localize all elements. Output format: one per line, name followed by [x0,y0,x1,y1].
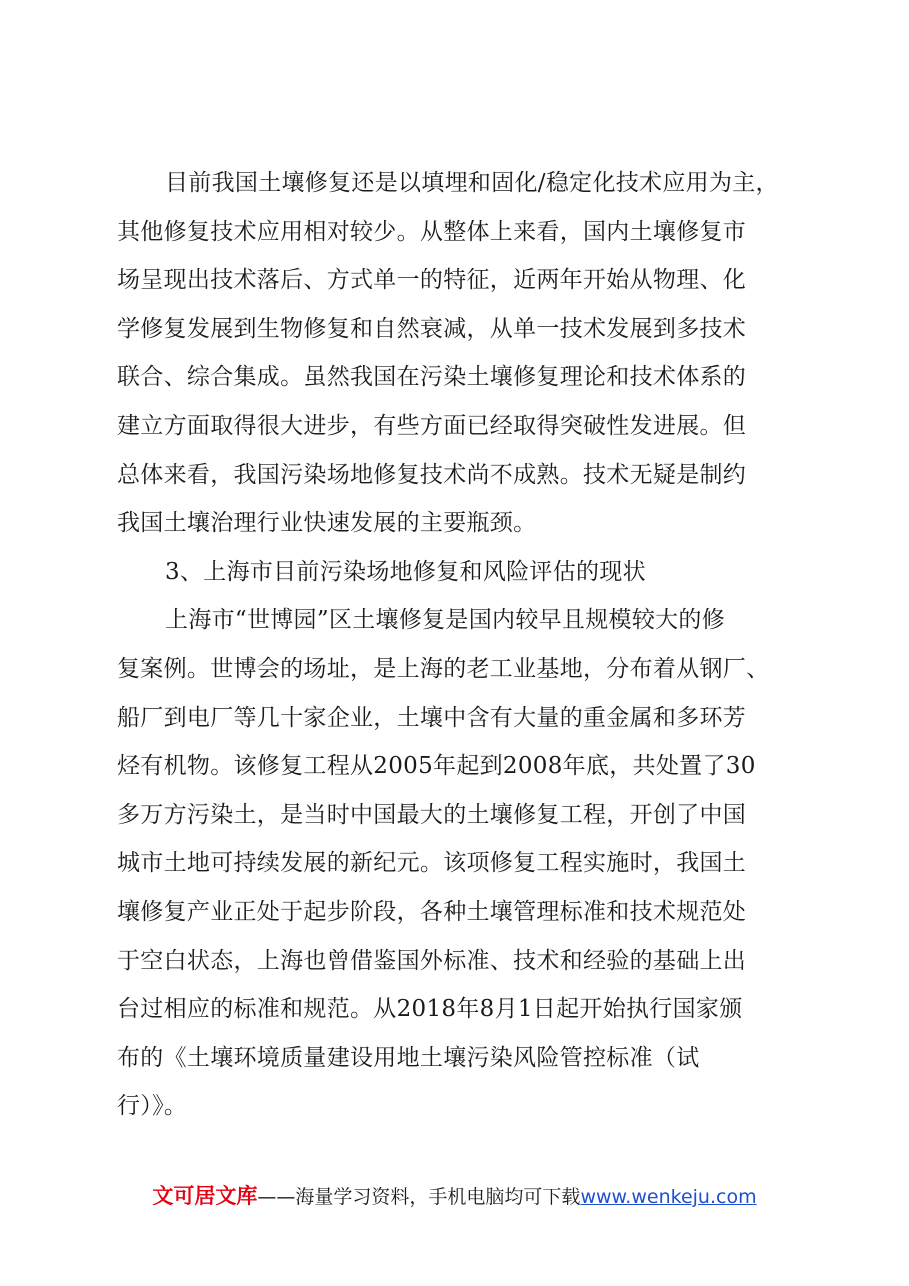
footer-link[interactable]: www.wenkeju.com [580,1186,757,1208]
paragraph-line: 联合、综合集成。虽然我国在污染土壤修复理论和技术体系的 [117,364,747,390]
paragraph-line: 场呈现出技术落后、方式单一的特征，近两年开始从物理、化 [117,267,747,293]
paragraph-line: 建立方面取得很大进步，有些方面已经取得突破性发进展。但 [117,413,747,439]
footer-slogan: ——海量学习资料，手机电脑均可下载 [257,1186,581,1208]
paragraph-line: 总体来看，我国污染场地修复技术尚不成熟。技术无疑是制约 [117,462,747,488]
footer-brand: 文可居文库 [152,1184,258,1208]
paragraph-line: 船厂到电厂等几十家企业，土壤中含有大量的重金属和多环芳 [117,705,747,731]
section-heading: 3、上海市目前污染场地修复和风险评估的现状 [165,559,646,585]
paragraph-line: 城市土地可持续发展的新纪元。该项修复工程实施时，我国土 [117,850,747,876]
paragraph-line: 布的《土壤环境质量建设用地土壤污染风险管控标准（试 [117,1045,700,1071]
paragraph-line: 学修复发展到生物修复和自然衰减，从单一技术发展到多技术 [117,316,747,342]
paragraph-line: 我国土壤治理行业快速发展的主要瓶颈。 [117,510,537,536]
paragraph-line: 上海市“世博园”区土壤修复是国内较早且规模较大的修 [165,607,726,633]
paragraph-line: 行）》。 [117,1093,188,1119]
paragraph-line: 于空白状态，上海也曾借鉴国外标准、技术和经验的基础上出 [117,948,747,974]
paragraph-line: 壤修复产业正处于起步阶段，各种土壤管理标准和技术规范处 [117,899,747,925]
paragraph-line: 多万方污染土，是当时中国最大的土壤修复工程，开创了中国 [117,802,747,828]
footer-banner [0,1182,909,1211]
paragraph-line: 复案例。世博会的场址，是上海的老工业基地，分布着从钢厂、 [117,656,770,682]
paragraph-line: 目前我国土壤修复还是以填埋和固化/稳定化技术应用为主， [165,170,779,196]
paragraph-line: 烃有机物。该修复工程从2005年起到2008年底，共处置了30 [117,753,756,779]
paragraph-line: 台过相应的标准和规范。从2018年8月1日起开始执行国家颁 [117,996,743,1022]
paragraph-line: 其他修复技术应用相对较少。从整体上来看，国内土壤修复市 [117,219,747,245]
